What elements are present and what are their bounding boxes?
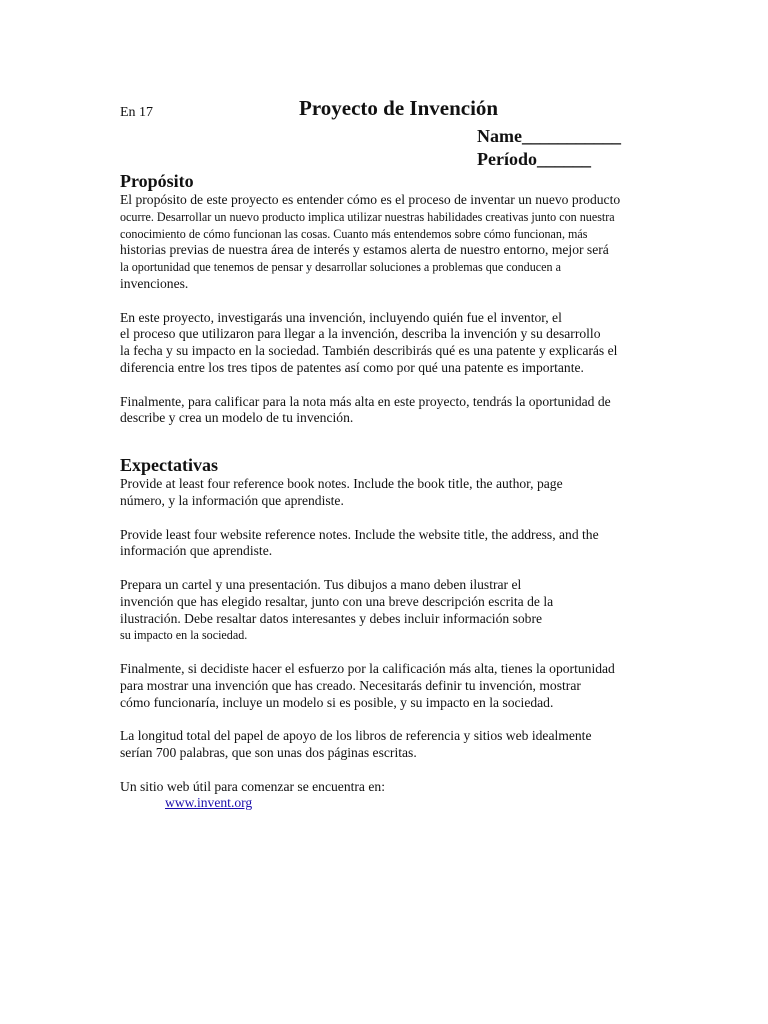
- text-line: Un sitio web útil para comenzar se encuentra en:: [120, 778, 385, 794]
- text-line: En este proyecto, investigarás una invención, incluyendo quién fue el inventor, el: [120, 309, 562, 325]
- text-line: Provide least four website reference notes. Include the website title, the address, and the: [120, 526, 599, 542]
- text-line: cómo funcionaría, incluye un modelo si es posible, y su impacto en la sociedad.: [120, 694, 554, 710]
- spacer: [120, 560, 680, 577]
- spacer: [120, 377, 680, 394]
- text-line: conocimiento de cómo funcionan las cosas. Cuanto más entendemos sobre cómo funcionan, más: [120, 226, 588, 241]
- text-line: su impacto en la sociedad.: [120, 628, 248, 643]
- link-container: [120, 795, 680, 812]
- text-line: la fecha y su impacto en la sociedad. También describirás qué es una patente y explicarás el: [120, 343, 618, 359]
- text-line: el proceso que utilizaron para llegar a la invención, describa la invención y su desarrollo: [120, 326, 601, 342]
- text-line: invenciones.: [120, 275, 189, 291]
- text-line: historias previas de nuestra área de interés y estamos alerta de nuestro entorno, mejor será: [120, 242, 609, 258]
- expectativas-paragraph-1: [120, 476, 680, 510]
- expectativas-paragraph-2: [120, 527, 680, 561]
- expectativas-paragraph-5: [120, 728, 680, 762]
- text-line: ocurre. Desarrollar un nuevo producto implica utilizar nuestras habilidades creativas junto con nuestra: [120, 209, 615, 224]
- period-field-label: Período______: [477, 149, 591, 169]
- text-line: diferencia entre los tres tipos de patentes así como por qué una patente es importante.: [120, 359, 584, 375]
- invent-website-link[interactable]: www.invent.org: [165, 795, 253, 811]
- text-line: describe y crea un modelo de tu invención.: [120, 410, 354, 426]
- text-line: la oportunidad que tenemos de pensar y desarrollar soluciones a problemas que conducen a: [120, 260, 561, 275]
- text-line: Finalmente, si decidiste hacer el esfuerzo por la calificación más alta, tienes la oportunidad: [120, 660, 615, 676]
- expectativas-paragraph-4: [120, 661, 680, 711]
- proposito-paragraph-3: [120, 394, 680, 428]
- text-line: serían 700 palabras, que son unas dos páginas escritas.: [120, 744, 417, 760]
- spacer: [120, 711, 680, 728]
- text-line: Finalmente, para calificar para la nota más alta en este proyecto, tendrás la oportunidad de: [120, 393, 611, 409]
- text-line: Prepara un cartel y una presentación. Tus dibujos a mano deben ilustrar el: [120, 576, 522, 592]
- expectativas-paragraph-3: [120, 577, 680, 644]
- proposito-paragraph-1: [120, 192, 680, 293]
- spacer: [120, 762, 680, 779]
- spacer: [120, 427, 680, 455]
- course-code: En 17: [120, 105, 154, 120]
- text-line: invención que has elegido resaltar, junto con una breve descripción escrita de la: [120, 593, 554, 609]
- expectativas-heading: Expectativas: [120, 455, 218, 476]
- text-line: número, y la información que aprendiste.: [120, 492, 344, 508]
- spacer: [120, 293, 680, 310]
- text-line: El propósito de este proyecto es entender cómo es el proceso de inventar un nuevo producto: [120, 192, 621, 207]
- name-field-label: Name___________: [477, 126, 621, 146]
- proposito-paragraph-2: [120, 310, 680, 377]
- spacer: [120, 644, 680, 661]
- text-line: La longitud total del papel de apoyo de los libros de referencia y sitios web idealmente: [120, 728, 592, 744]
- document-body: [120, 171, 680, 812]
- text-line: para mostrar una invención que has creado. Necesitarás definir tu invención, mostrar: [120, 677, 581, 693]
- document-title: Proyecto de Invención: [299, 96, 499, 120]
- proposito-heading: Propósito: [120, 171, 194, 191]
- expectativas-paragraph-6: [120, 779, 680, 796]
- text-line: información que aprendiste.: [120, 543, 273, 559]
- text-line: ilustración. Debe resaltar datos interesantes y debes incluir información sobre: [120, 610, 543, 626]
- text-line: Provide at least four reference book notes. Include the book title, the author, page: [120, 476, 563, 492]
- spacer: [120, 510, 680, 527]
